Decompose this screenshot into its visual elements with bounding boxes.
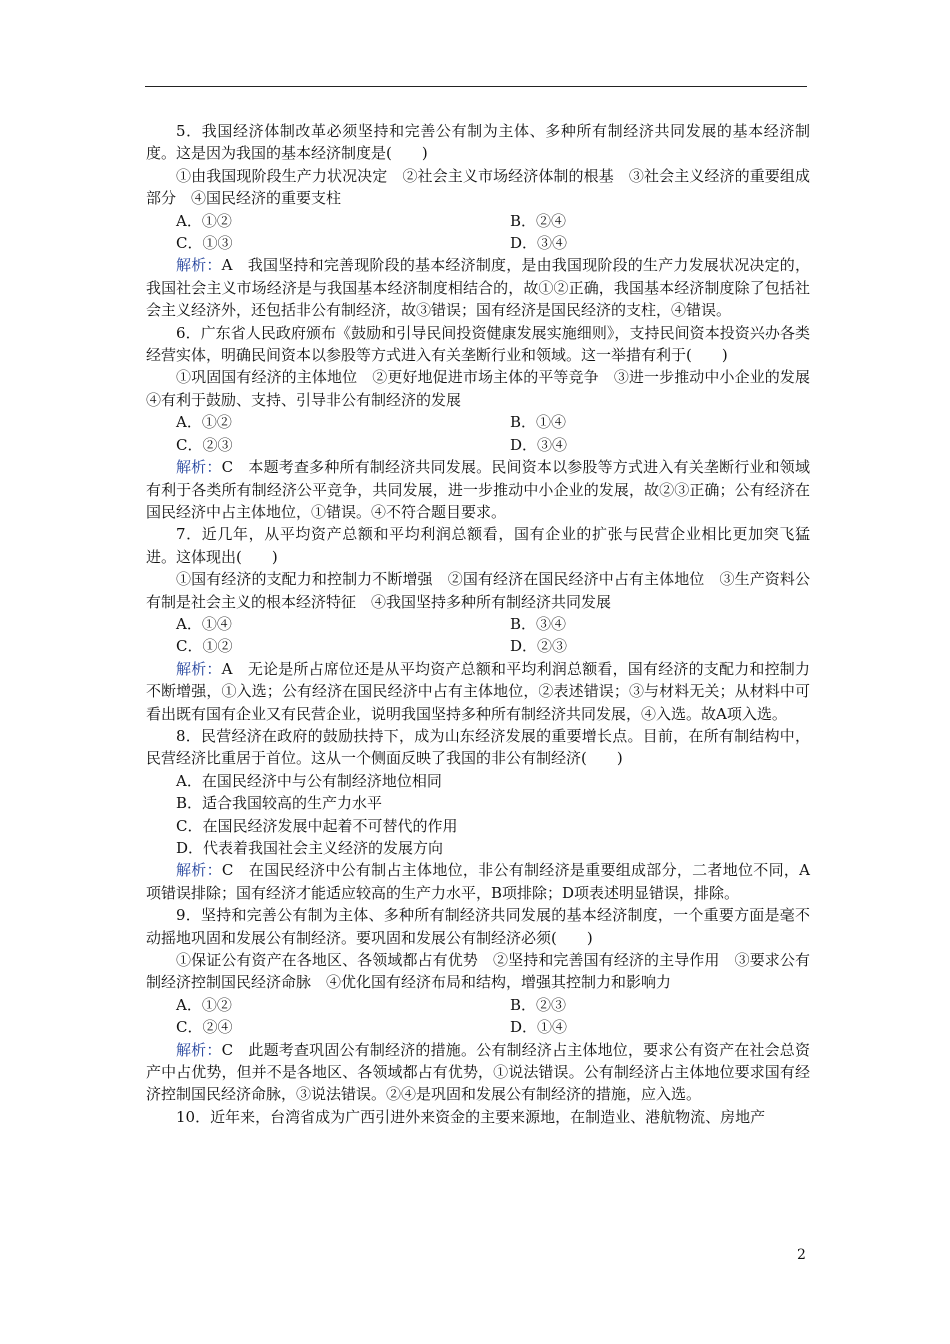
- question-stem: 5．我国经济体制改革必须坚持和完善公有制为主体、多种所有制经济共同发展的基本经济制度。这是因为我国的基本经济制度是( ): [146, 122, 810, 163]
- question-stem: 9．坚持和完善公有制为主体、多种所有制经济共同发展的基本经济制度，一个重要方面是毫不动摇地巩固和发展公有制经济。要巩固和发展公有制经济必须( ): [146, 906, 810, 947]
- analysis-text: C 在国民经济中公有制占主体地位，非公有制经济是重要组成部分，二者地位不同，A项错误排除；国有经济才能适应较高的生产力水平，B项排除；D项表述明显错误，排除。: [146, 861, 810, 902]
- option-d: D．③④: [510, 435, 568, 454]
- options-row: [146, 635, 810, 657]
- option-a: A．①②: [176, 413, 232, 432]
- option-b: B．①④: [510, 413, 567, 432]
- question-stem: 6．广东省人民政府颁布《鼓励和引导民间投资健康发展实施细则》，支持民间资本投资兴办各类经营实体，明确民间资本以参股等方式进入有关垄断行业和领域。这一举措有利于( ): [146, 323, 810, 365]
- options-row: [146, 1016, 810, 1038]
- analysis-text: C 本题考查多种所有制经济共同发展。民间资本以参股等方式进入有关垄断行业和领域有利于各类所有制经济公平竞争，共同发展，进一步推动中小企业的发展，故②③正确；公有经济在国民经济中占主体地位，①错误。④不符合题目要求。: [146, 458, 810, 521]
- analysis: [146, 1039, 810, 1106]
- options-row: [146, 434, 810, 456]
- question-items: ①巩固国有经济的主体地位 ②更好地促进市场主体的平等竞争 ③进一步推动中小企业的发展 ④有利于鼓励、支持、引导非公有制经济的发展: [146, 368, 826, 409]
- question-6: [146, 322, 826, 524]
- page-number: 2: [797, 1247, 806, 1263]
- question-items: ①保证公有资产在各地区、各领域都占有优势 ②坚持和完善国有经济的主导作用 ③要求公有制经济控制国民经济命脉 ④优化国有经济布局和结构，增强其控制力和影响力: [146, 951, 810, 992]
- option-a: A．①②: [176, 211, 232, 230]
- option-b: B．②③: [510, 995, 567, 1014]
- analysis-label: 解析：: [176, 458, 222, 477]
- option-c: C．②④: [176, 1018, 233, 1037]
- options-row: [146, 994, 810, 1016]
- option-d: D．①④: [510, 1018, 568, 1037]
- option-a: A．①④: [176, 614, 232, 633]
- option-a: A．在国民经济中与公有制经济地位相同: [176, 771, 442, 790]
- options-row: [146, 210, 810, 232]
- question-9: [146, 904, 810, 1106]
- question-stem: 8．民营经济在政府的鼓励扶持下，成为山东经济发展的重要增长点。目前，在所有制结构中，民营经济比重居于首位。这从一个侧面反映了我国的非公有制经济( ): [146, 726, 810, 768]
- options-row: [146, 232, 810, 254]
- option-c: C．①③: [176, 234, 233, 253]
- analysis-label: 解析：: [176, 1040, 222, 1059]
- question-10-stem: 10．近年来，台湾省成为广西引进外来资金的主要来源地，在制造业、港航物流、房地产: [176, 1107, 766, 1126]
- option-a: A．①②: [176, 995, 232, 1014]
- question-items: ①由我国现阶段生产力状况决定 ②社会主义市场经济体制的根基 ③社会主义经济的重要组成部分 ④国民经济的重要支柱: [146, 166, 810, 208]
- option-d: D．代表着我国社会主义经济的发展方向: [176, 839, 444, 857]
- question-items: ①国有经济的支配力和控制力不断增强 ②国有经济在国民经济中占有主体地位 ③生产资料公有制是社会主义的根本经济特征 ④我国坚持多种所有制经济共同发展: [146, 570, 810, 611]
- analysis: [146, 456, 810, 523]
- analysis-label: 解析：: [176, 861, 222, 880]
- question-5: [146, 120, 810, 322]
- option-c: C．①②: [176, 637, 233, 656]
- option-b: B．③④: [510, 614, 567, 633]
- option-d: D．②③: [510, 637, 568, 656]
- question-8: [146, 725, 810, 904]
- analysis-text: C 此题考查巩固公有制经济的措施。公有制经济占主体地位，要求公有资产在社会总资产中占优势，但并不是各地区、各领域都占有优势，①说法错误。公有制经济占主体地位要求国有经济控制国民经济命脉，③说法错误。②④是巩固和发展公有制经济的措施，应入选。: [146, 1040, 810, 1104]
- options-row: [146, 411, 810, 433]
- option-c: C．在国民经济发展中起着不可替代的作用: [176, 816, 458, 835]
- question-stem: 7．近几年，从平均资产总额和平均利润总额看，国有企业的扩张与民营企业相比更加突飞猛进。这体现出( ): [146, 525, 810, 566]
- analysis-text: A 无论是所占席位还是从平均资产总额和平均利润总额看，国有经济的支配力和控制力不断增强，①入选；公有经济在国民经济中占有主体地位，②表述错误；③与材料无关；从材料中可看出既有国有企业又有民营企业，说明我国坚持多种所有制经济共同发展，④入选。故A项入选。: [146, 659, 810, 723]
- analysis: [146, 254, 810, 321]
- analysis: [146, 658, 810, 725]
- question-7: [146, 523, 810, 725]
- analysis: [146, 859, 810, 904]
- header-rule: [145, 86, 807, 87]
- analysis-text: A 我国坚持和完善现阶段的基本经济制度，是由我国现阶段的生产力发展状况决定的，我国社会主义市场经济是与我国基本经济制度相结合的，故①②正确，我国基本经济制度除了包括社会主义经济外，还包括非公有制经济，故③错误；国有经济是国民经济的支柱，④错误。: [146, 256, 810, 320]
- option-b: B．②④: [510, 211, 567, 230]
- option-c: C．②③: [176, 435, 233, 454]
- option-d: D．③④: [510, 234, 568, 253]
- option-b: B．适合我国较高的生产力水平: [176, 794, 383, 813]
- analysis-label: 解析：: [176, 256, 222, 275]
- analysis-label: 解析：: [176, 659, 222, 678]
- document-body: [146, 120, 826, 1128]
- options-row: [146, 613, 810, 635]
